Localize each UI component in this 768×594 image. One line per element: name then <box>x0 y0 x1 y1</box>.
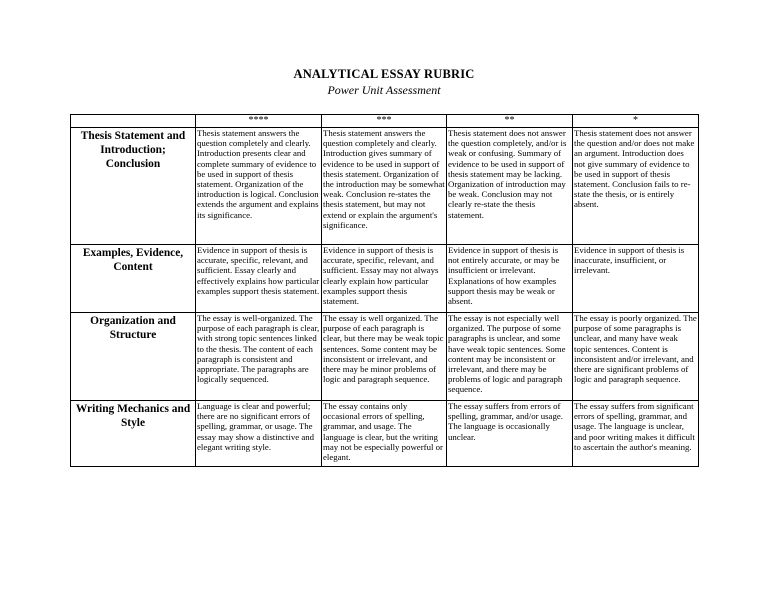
criterion-cell: Thesis Statement and Introduction; Conclusion <box>71 128 196 245</box>
table-row <box>71 401 699 467</box>
header-cell-score-4: **** <box>196 115 322 128</box>
table-row <box>71 128 699 245</box>
table-row <box>71 245 699 313</box>
rubric-cell: Thesis statement answers the question completely and clearly. Introduction gives summary of evidence to be used in support of thesis statement. Organization of the introduction may be somewhat weak. Conclusion re-states the thesis statement, but may not extend or explain the argument's significance. <box>322 128 447 245</box>
criterion-cell: Examples, Evidence, Content <box>71 245 196 313</box>
rubric-table <box>70 114 699 467</box>
rubric-cell: Thesis statement answers the question completely and clearly. Introduction presents clear and complete summary of evidence to be used in support of thesis statement. Organization of the introduction is logical. Conclusion extends the argument and explains its significance. <box>196 128 322 245</box>
rubric-cell: Thesis statement does not answer the question completely, and/or is weak or confusing. Summary of evidence to be used in support of thesis statement may be lacking. Organization of introduction may be weak. Conclusion may not clearly re-state the thesis statement. <box>447 128 573 245</box>
rubric-cell: Evidence in support of thesis is accurate, specific, relevant, and sufficient. Essay may not always clearly explain how particular examples support thesis statement. <box>322 245 447 313</box>
rubric-cell: Evidence in support of thesis is accurate, specific, relevant, and sufficient. Essay clearly and effectively explains how particular examples support thesis statement. <box>196 245 322 313</box>
document-title: ANALYTICAL ESSAY RUBRIC <box>293 67 475 81</box>
rubric-cell: Thesis statement does not answer the question and/or does not make an argument. Introduction does not give summary of evidence to be used in support of thesis statement. Conclusion fails to re-state the thesis, or is entirely absent. <box>573 128 699 245</box>
rubric-cell: Evidence in support of thesis is not entirely accurate, or may be insufficient or irrelevant. Explanations of how examples support thesis may be weak or absent. <box>447 245 573 313</box>
rubric-cell: Language is clear and powerful; there are no significant errors of spelling, grammar, or usage. The essay may show a distinctive and elegant writing style. <box>196 401 322 467</box>
header-cell-criterion <box>71 115 196 128</box>
rubric-cell: The essay is well organized. The purpose of each paragraph is clear, but there may be weak topic sentences. Some content may be inconsistent or irrelevant, and there may be minor problems of logic and paragraph sequence. <box>322 313 447 401</box>
header-cell-score-2: ** <box>447 115 573 128</box>
rubric-header-row <box>71 115 699 128</box>
rubric-cell: The essay suffers from errors of spelling, grammar, and/or usage. The language is occasionally unclear. <box>447 401 573 467</box>
header-cell-score-1: * <box>573 115 699 128</box>
rubric-cell: The essay is poorly organized. The purpose of some paragraphs is unclear, and many have weak topic sentences. Content is inconsistent and/or irrelevant, and there are significant problems of logic and paragraph sequence. <box>573 313 699 401</box>
rubric-cell: The essay is well-organized. The purpose of each paragraph is clear, with strong topic sentences linked to the thesis. The content of each paragraph is consistent and appropriate. The paragraphs are logically sequenced. <box>196 313 322 401</box>
rubric-cell: The essay contains only occasional errors of spelling, grammar, and usage. The language is clear, but the writing may not be especially powerful or elegant. <box>322 401 447 467</box>
rubric-cell: Evidence in support of thesis is inaccurate, insufficient, or irrelevant. <box>573 245 699 313</box>
rubric-cell: The essay suffers from significant errors of spelling, grammar, and usage. The language is unclear, and poor writing makes it difficult to ascertain the author's meaning. <box>573 401 699 467</box>
header-cell-score-3: *** <box>322 115 447 128</box>
rubric-cell: The essay is not especially well organized. The purpose of some paragraphs is unclear, and some have weak topic sentences. Some content may be inconsistent or irrelevant, and there may be problems of logic and paragraph sequence. <box>447 313 573 401</box>
criterion-cell: Writing Mechanics and Style <box>71 401 196 467</box>
criterion-cell: Organization and Structure <box>71 313 196 401</box>
table-row <box>71 313 699 401</box>
document-subtitle: Power Unit Assessment <box>327 83 441 97</box>
